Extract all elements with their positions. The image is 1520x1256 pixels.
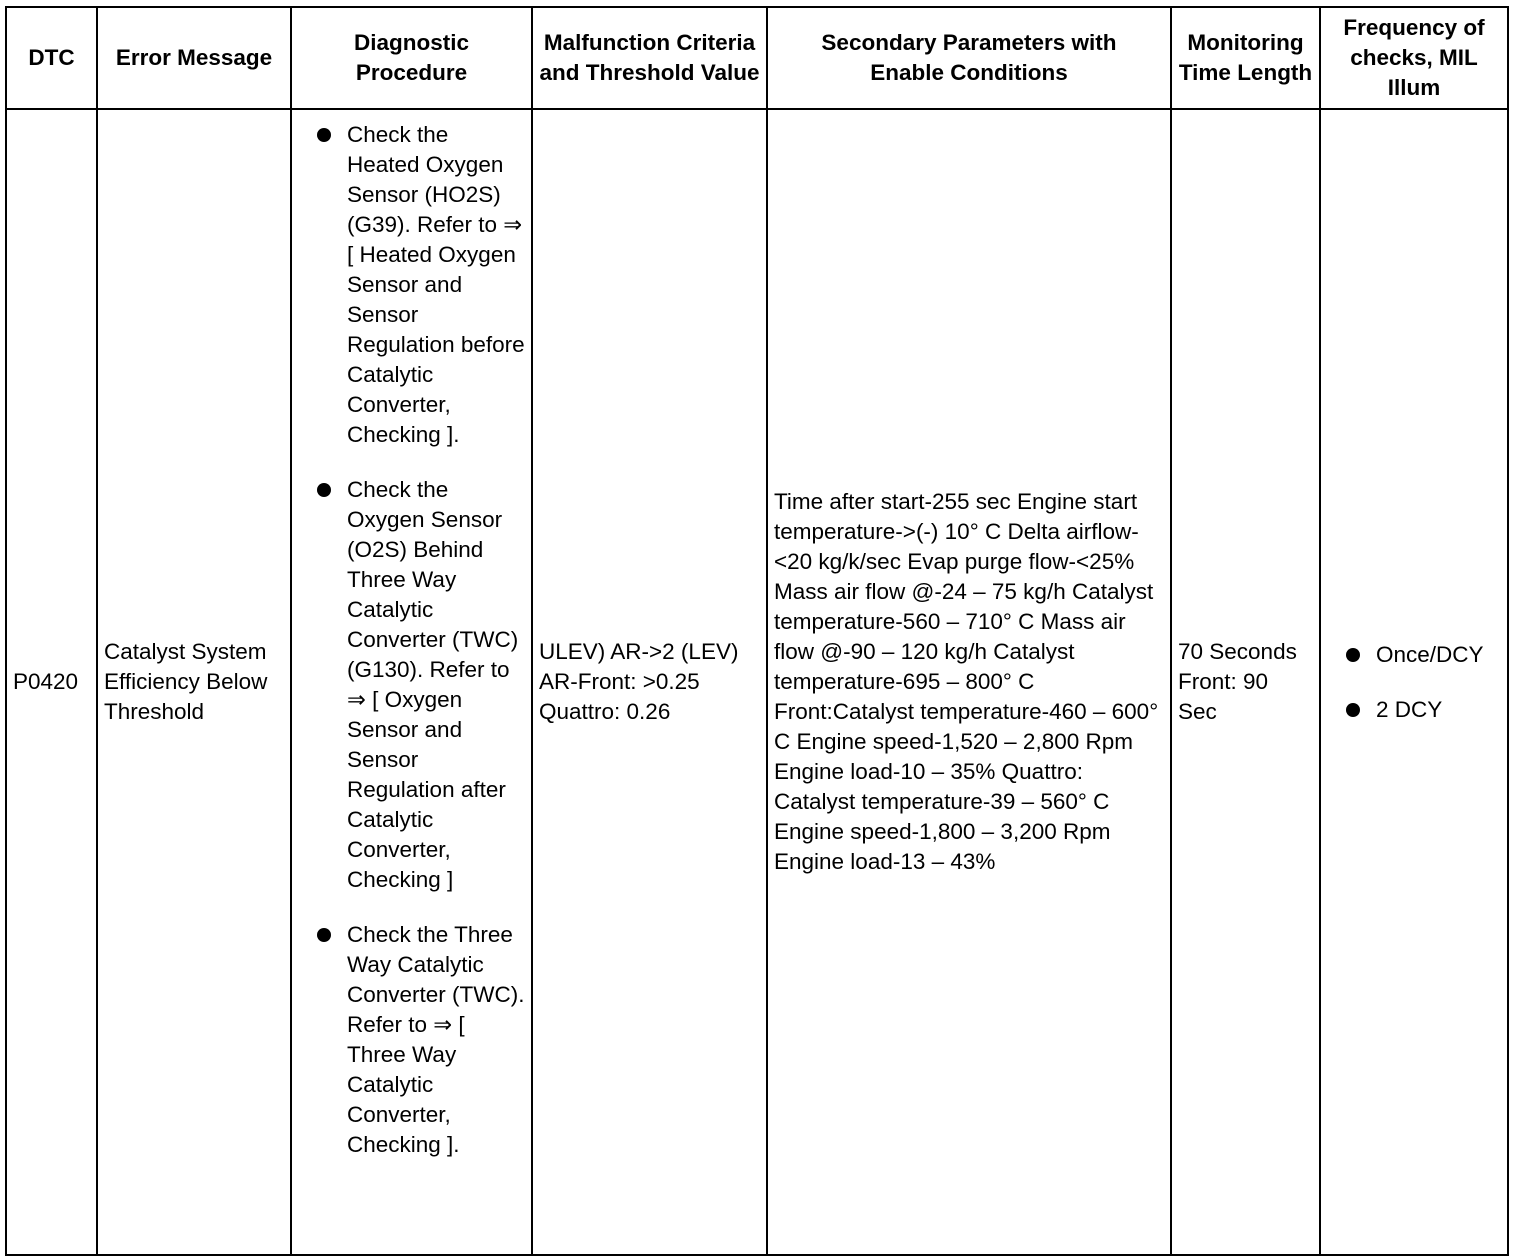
frequency-list <box>1327 640 1501 725</box>
bullet-icon <box>317 128 331 142</box>
table-row <box>6 109 1508 1255</box>
list-item <box>298 120 525 450</box>
header-monitoring-time: Monitoring Time Length <box>1171 7 1320 109</box>
header-error-message: Error Message <box>97 7 291 109</box>
procedure-text: Check the Three Way Catalytic Converter (TWC). Refer to ⇒ [ Three Way Catalytic Converter, Checking ]. <box>347 922 525 1157</box>
procedure-list <box>298 120 525 1160</box>
cell-monitoring-time: 70 Seconds Front: 90 Sec <box>1171 109 1320 1255</box>
frequency-text: 2 DCY <box>1376 696 1443 722</box>
bullet-icon <box>1346 648 1360 662</box>
header-diagnostic-procedure: Diagnostic Procedure <box>291 7 532 109</box>
cell-malfunction-criteria: ULEV) AR->2 (LEV) AR-Front: >0.25 Quattro: 0.26 <box>532 109 767 1255</box>
list-item <box>298 920 525 1160</box>
header-frequency: Frequency of checks, MIL Illum <box>1320 7 1508 109</box>
bullet-icon <box>317 483 331 497</box>
header-dtc: DTC <box>6 7 97 109</box>
list-item <box>1327 695 1501 725</box>
bullet-icon <box>1346 703 1360 717</box>
procedure-text: Check the Oxygen Sensor (O2S) Behind Three Way Catalytic Converter (TWC) (G130). Refer to ⇒ [ Oxygen Sensor and Sensor Regulation after Catalytic Converter, Checking ] <box>347 477 519 892</box>
list-item <box>298 475 525 895</box>
procedure-text: Check the Heated Oxygen Sensor (HO2S) (G39). Refer to ⇒ [ Heated Oxygen Sensor and Sensor Regulation before Catalytic Converter, Checking ]. <box>347 122 525 447</box>
dtc-table <box>5 6 1509 1256</box>
list-item <box>1327 640 1501 670</box>
table-header-row <box>6 7 1508 109</box>
bullet-icon <box>317 928 331 942</box>
cell-diagnostic-procedure <box>291 109 532 1255</box>
header-malfunction-criteria: Malfunction Criteria and Threshold Value <box>532 7 767 109</box>
cell-dtc: P0420 <box>6 109 97 1255</box>
cell-error-message: Catalyst System Efficiency Below Threshold <box>97 109 291 1255</box>
cell-secondary-parameters: Time after start-255 sec Engine start temperature->(-) 10° C Delta airflow-<20 kg/k/sec Evap purge flow-<25% Mass air flow @-24 – 75 kg/h Catalyst temperature-560 – 710° C Mass air flow @-90 – 120 kg/h Catalyst temperature-695 – 800° C Front:Catalyst temperature-460 – 600° C Engine speed-1,520 – 2,800 Rpm Engine load-10 – 35% Quattro: Catalyst temperature-39 – 560° C Engine speed-1,800 – 3,200 Rpm Engine load-13 – 43% <box>767 109 1171 1255</box>
frequency-text: Once/DCY <box>1376 641 1484 667</box>
header-secondary-parameters: Secondary Parameters with Enable Conditions <box>767 7 1171 109</box>
cell-frequency <box>1320 109 1508 1255</box>
